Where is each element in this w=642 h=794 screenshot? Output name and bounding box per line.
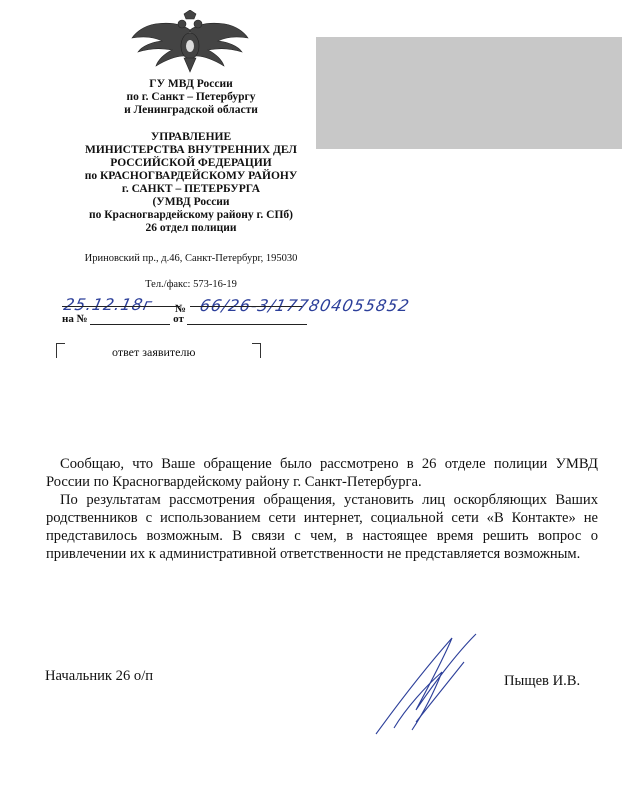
org-line: по г. Санкт – Петербургу <box>126 91 256 103</box>
signatory-name: Пыщев И.В. <box>504 673 581 689</box>
handwritten-date: 25.12.18г <box>61 295 155 314</box>
org-line: ГУ МВД России <box>149 78 233 90</box>
dept-line: (УМВД России <box>152 196 230 208</box>
redacted-recipient-block <box>316 37 622 149</box>
org-line: и Ленинградской области <box>124 104 258 116</box>
signature-icon <box>372 632 492 738</box>
on-number-blank <box>90 314 170 325</box>
signatory-position: Начальник 26 о/п <box>45 668 154 684</box>
on-number-label: на № <box>62 313 88 325</box>
dept-line: по Красногвардейскому району г. СПб) <box>88 209 294 221</box>
dept-line: УПРАВЛЕНИЕ <box>150 131 232 143</box>
address: Ириновский пр., д.46, Санкт-Петербург, 195030 <box>84 253 298 264</box>
body-paragraph: Сообщаю, что Ваше обращение было рассмотрено в 26 отделе полиции УМВД России по Красногвардейскому району г. Санкт-Петербурга. <box>46 456 598 490</box>
phone: Тел./факс: 573-16-19 <box>145 279 237 290</box>
addressee-bracket-left <box>56 343 65 358</box>
letter-body <box>46 455 598 563</box>
dept-line: по КРАСНОГВАРДЕЙСКОМУ РАЙОНУ <box>84 170 298 182</box>
handwritten-number: 66/26-3/177804055852 <box>197 296 412 315</box>
dept-line: г. САНКТ – ПЕТЕРБУРГА <box>121 183 261 195</box>
organization-header <box>62 78 320 117</box>
dept-line: РОССИЙСКОЙ ФЕДЕРАЦИИ <box>110 157 272 169</box>
dept-line: 26 отдел полиции <box>145 222 237 234</box>
date-underline <box>62 306 180 307</box>
number-underline <box>190 306 302 307</box>
from-blank <box>187 314 307 325</box>
addressee: ответ заявителю <box>112 345 196 359</box>
department-header <box>62 131 320 235</box>
dept-line: МИНИСТЕРСТВА ВНУТРЕННИХ ДЕЛ <box>84 144 298 156</box>
reference-line <box>62 313 307 325</box>
body-paragraph: По результатам рассмотрения обращения, установить лиц оскорбляющих Ваших родственников с использованием сети интернет, социальной сети «В Контакте» не представилось возможным. В связи с чем, в настоящее время решить вопрос о привлечении их к административной ответственности не представляется возможным. <box>46 492 598 562</box>
eagle-emblem-icon <box>130 10 250 76</box>
number-sign: № <box>175 303 187 315</box>
from-label: от <box>173 313 184 325</box>
addressee-bracket-right <box>252 343 261 358</box>
